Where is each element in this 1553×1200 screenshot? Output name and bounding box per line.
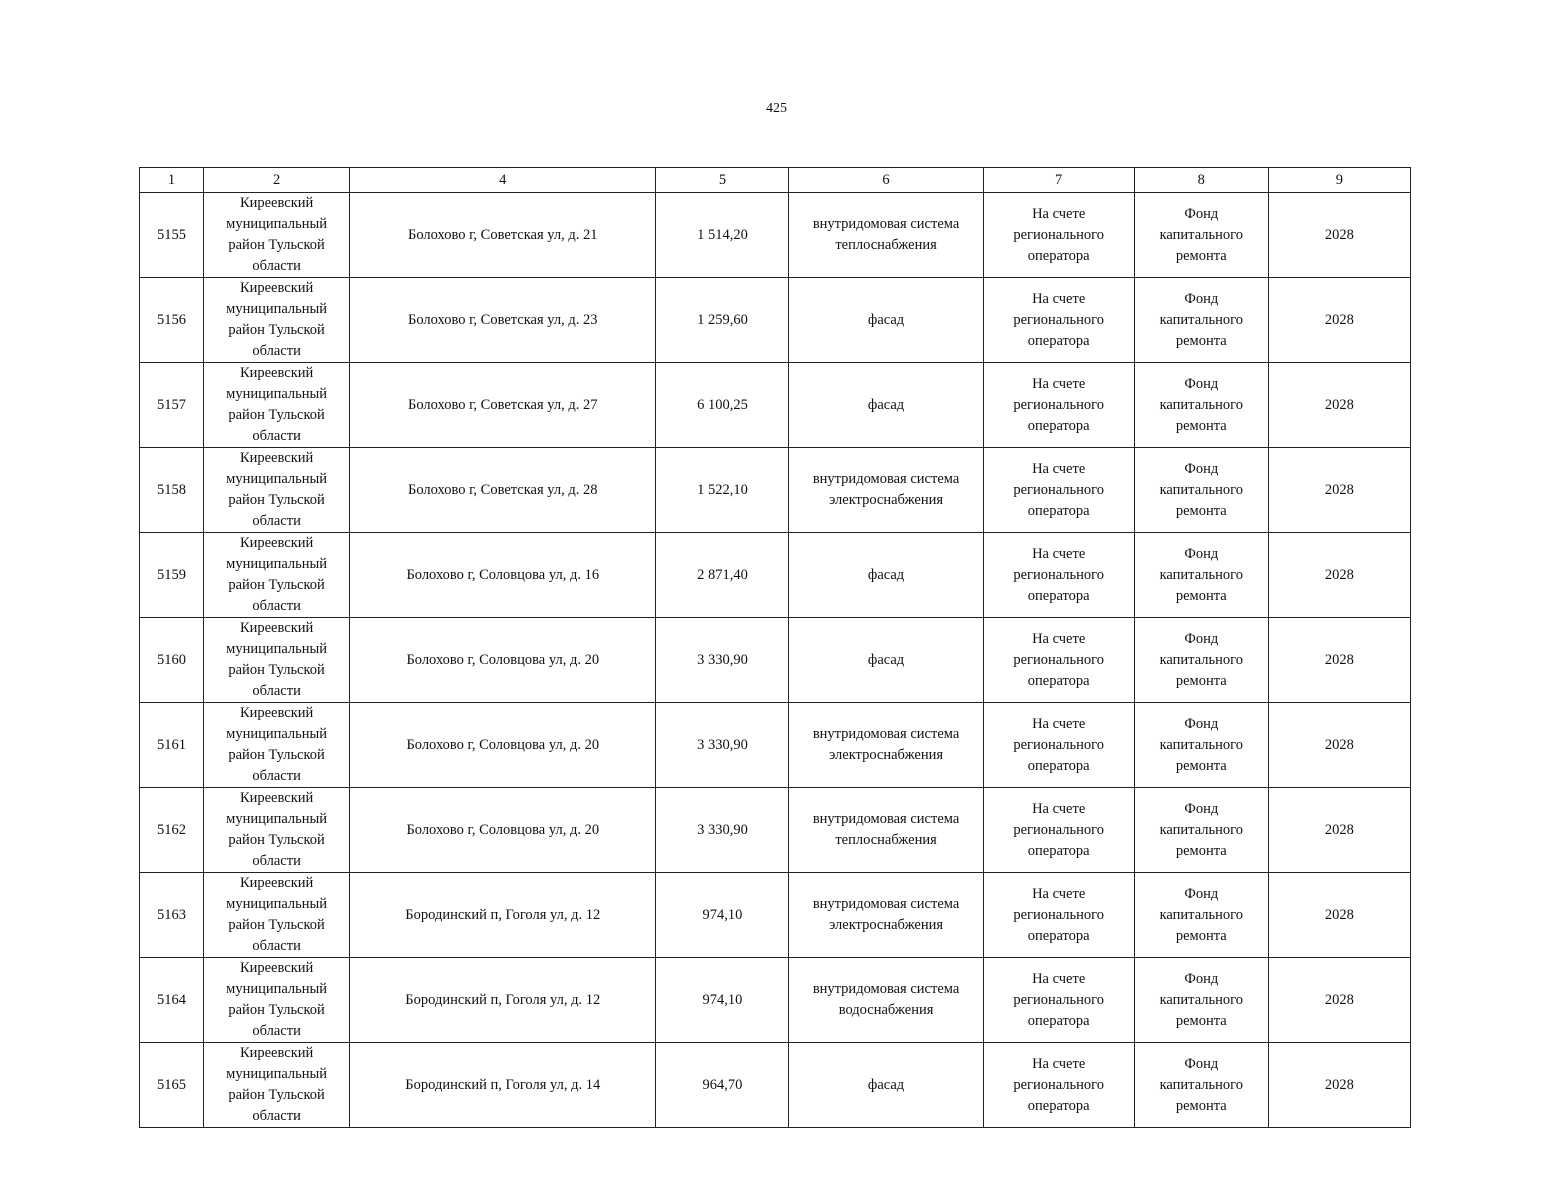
year-cell: 2028 xyxy=(1268,958,1410,1043)
row-number-cell: 5157 xyxy=(140,363,204,448)
row-number-cell: 5165 xyxy=(140,1043,204,1128)
area-cell: 6 100,25 xyxy=(656,363,789,448)
area-cell: 964,70 xyxy=(656,1043,789,1128)
address-cell: Бородинский п, Гоголя ул, д. 12 xyxy=(350,873,656,958)
table-row xyxy=(140,703,1411,788)
row-number-cell: 5164 xyxy=(140,958,204,1043)
funding-source-cell: Фонд капитального ремонта xyxy=(1134,703,1268,788)
table-header xyxy=(140,168,1411,193)
header-cell: 2 xyxy=(204,168,350,193)
row-number-cell: 5155 xyxy=(140,193,204,278)
area-cell: 974,10 xyxy=(656,873,789,958)
page-number: 425 xyxy=(766,101,787,116)
municipality-cell: Киреевский муниципальный район Тульской области xyxy=(204,363,350,448)
year-cell: 2028 xyxy=(1268,533,1410,618)
account-cell: На счете регионального оператора xyxy=(983,958,1134,1043)
table-row xyxy=(140,278,1411,363)
row-number-cell: 5159 xyxy=(140,533,204,618)
address-cell: Бородинский п, Гоголя ул, д. 14 xyxy=(350,1043,656,1128)
municipality-cell: Киреевский муниципальный район Тульской области xyxy=(204,873,350,958)
funding-source-cell: Фонд капитального ремонта xyxy=(1134,1043,1268,1128)
account-cell: На счете регионального оператора xyxy=(983,448,1134,533)
table-row xyxy=(140,958,1411,1043)
work-type-cell: внутридомовая система электроснабжения xyxy=(789,703,983,788)
address-cell: Бородинский п, Гоголя ул, д. 12 xyxy=(350,958,656,1043)
address-cell: Болохово г, Соловцова ул, д. 20 xyxy=(350,703,656,788)
header-cell: 6 xyxy=(789,168,983,193)
funding-source-cell: Фонд капитального ремонта xyxy=(1134,788,1268,873)
row-number-cell: 5163 xyxy=(140,873,204,958)
work-type-cell: фасад xyxy=(789,1043,983,1128)
row-number-cell: 5161 xyxy=(140,703,204,788)
row-number-cell: 5160 xyxy=(140,618,204,703)
year-cell: 2028 xyxy=(1268,873,1410,958)
municipality-cell: Киреевский муниципальный район Тульской области xyxy=(204,1043,350,1128)
account-cell: На счете регионального оператора xyxy=(983,193,1134,278)
account-cell: На счете регионального оператора xyxy=(983,618,1134,703)
work-type-cell: внутридомовая система водоснабжения xyxy=(789,958,983,1043)
funding-source-cell: Фонд капитального ремонта xyxy=(1134,958,1268,1043)
funding-source-cell: Фонд капитального ремонта xyxy=(1134,278,1268,363)
account-cell: На счете регионального оператора xyxy=(983,703,1134,788)
area-cell: 974,10 xyxy=(656,958,789,1043)
work-type-cell: внутридомовая система теплоснабжения xyxy=(789,193,983,278)
municipality-cell: Киреевский муниципальный район Тульской области xyxy=(204,703,350,788)
header-cell: 9 xyxy=(1268,168,1410,193)
municipality-cell: Киреевский муниципальный район Тульской области xyxy=(204,958,350,1043)
address-cell: Болохово г, Соловцова ул, д. 16 xyxy=(350,533,656,618)
address-cell: Болохово г, Соловцова ул, д. 20 xyxy=(350,788,656,873)
area-cell: 1 522,10 xyxy=(656,448,789,533)
account-cell: На счете регионального оператора xyxy=(983,533,1134,618)
registry-table xyxy=(139,167,1411,1128)
municipality-cell: Киреевский муниципальный район Тульской области xyxy=(204,618,350,703)
area-cell: 2 871,40 xyxy=(656,533,789,618)
year-cell: 2028 xyxy=(1268,1043,1410,1128)
row-number-cell: 5158 xyxy=(140,448,204,533)
funding-source-cell: Фонд капитального ремонта xyxy=(1134,873,1268,958)
work-type-cell: фасад xyxy=(789,363,983,448)
area-cell: 3 330,90 xyxy=(656,703,789,788)
header-cell: 5 xyxy=(656,168,789,193)
funding-source-cell: Фонд капитального ремонта xyxy=(1134,193,1268,278)
table-row xyxy=(140,1043,1411,1128)
table-body xyxy=(140,193,1411,1128)
work-type-cell: фасад xyxy=(789,278,983,363)
table-row xyxy=(140,873,1411,958)
row-number-cell: 5162 xyxy=(140,788,204,873)
table-row xyxy=(140,193,1411,278)
funding-source-cell: Фонд капитального ремонта xyxy=(1134,363,1268,448)
header-cell: 4 xyxy=(350,168,656,193)
municipality-cell: Киреевский муниципальный район Тульской области xyxy=(204,533,350,618)
year-cell: 2028 xyxy=(1268,703,1410,788)
work-type-cell: фасад xyxy=(789,618,983,703)
area-cell: 3 330,90 xyxy=(656,618,789,703)
address-cell: Болохово г, Соловцова ул, д. 20 xyxy=(350,618,656,703)
year-cell: 2028 xyxy=(1268,193,1410,278)
area-cell: 3 330,90 xyxy=(656,788,789,873)
account-cell: На счете регионального оператора xyxy=(983,873,1134,958)
municipality-cell: Киреевский муниципальный район Тульской области xyxy=(204,193,350,278)
account-cell: На счете регионального оператора xyxy=(983,363,1134,448)
work-type-cell: внутридомовая система электроснабжения xyxy=(789,448,983,533)
municipality-cell: Киреевский муниципальный район Тульской области xyxy=(204,278,350,363)
work-type-cell: фасад xyxy=(789,533,983,618)
account-cell: На счете регионального оператора xyxy=(983,788,1134,873)
year-cell: 2028 xyxy=(1268,618,1410,703)
table-row xyxy=(140,788,1411,873)
area-cell: 1 514,20 xyxy=(656,193,789,278)
municipality-cell: Киреевский муниципальный район Тульской области xyxy=(204,788,350,873)
year-cell: 2028 xyxy=(1268,788,1410,873)
account-cell: На счете регионального оператора xyxy=(983,1043,1134,1128)
header-cell: 7 xyxy=(983,168,1134,193)
year-cell: 2028 xyxy=(1268,448,1410,533)
account-cell: На счете регионального оператора xyxy=(983,278,1134,363)
municipality-cell: Киреевский муниципальный район Тульской области xyxy=(204,448,350,533)
header-cell: 8 xyxy=(1134,168,1268,193)
funding-source-cell: Фонд капитального ремонта xyxy=(1134,533,1268,618)
address-cell: Болохово г, Советская ул, д. 28 xyxy=(350,448,656,533)
funding-source-cell: Фонд капитального ремонта xyxy=(1134,448,1268,533)
header-cell: 1 xyxy=(140,168,204,193)
year-cell: 2028 xyxy=(1268,278,1410,363)
area-cell: 1 259,60 xyxy=(656,278,789,363)
work-type-cell: внутридомовая система теплоснабжения xyxy=(789,788,983,873)
header-row xyxy=(140,168,1411,193)
work-type-cell: внутридомовая система электроснабжения xyxy=(789,873,983,958)
year-cell: 2028 xyxy=(1268,363,1410,448)
table-row xyxy=(140,618,1411,703)
table-row xyxy=(140,533,1411,618)
row-number-cell: 5156 xyxy=(140,278,204,363)
address-cell: Болохово г, Советская ул, д. 23 xyxy=(350,278,656,363)
funding-source-cell: Фонд капитального ремонта xyxy=(1134,618,1268,703)
address-cell: Болохово г, Советская ул, д. 27 xyxy=(350,363,656,448)
table-row xyxy=(140,448,1411,533)
table-row xyxy=(140,363,1411,448)
address-cell: Болохово г, Советская ул, д. 21 xyxy=(350,193,656,278)
